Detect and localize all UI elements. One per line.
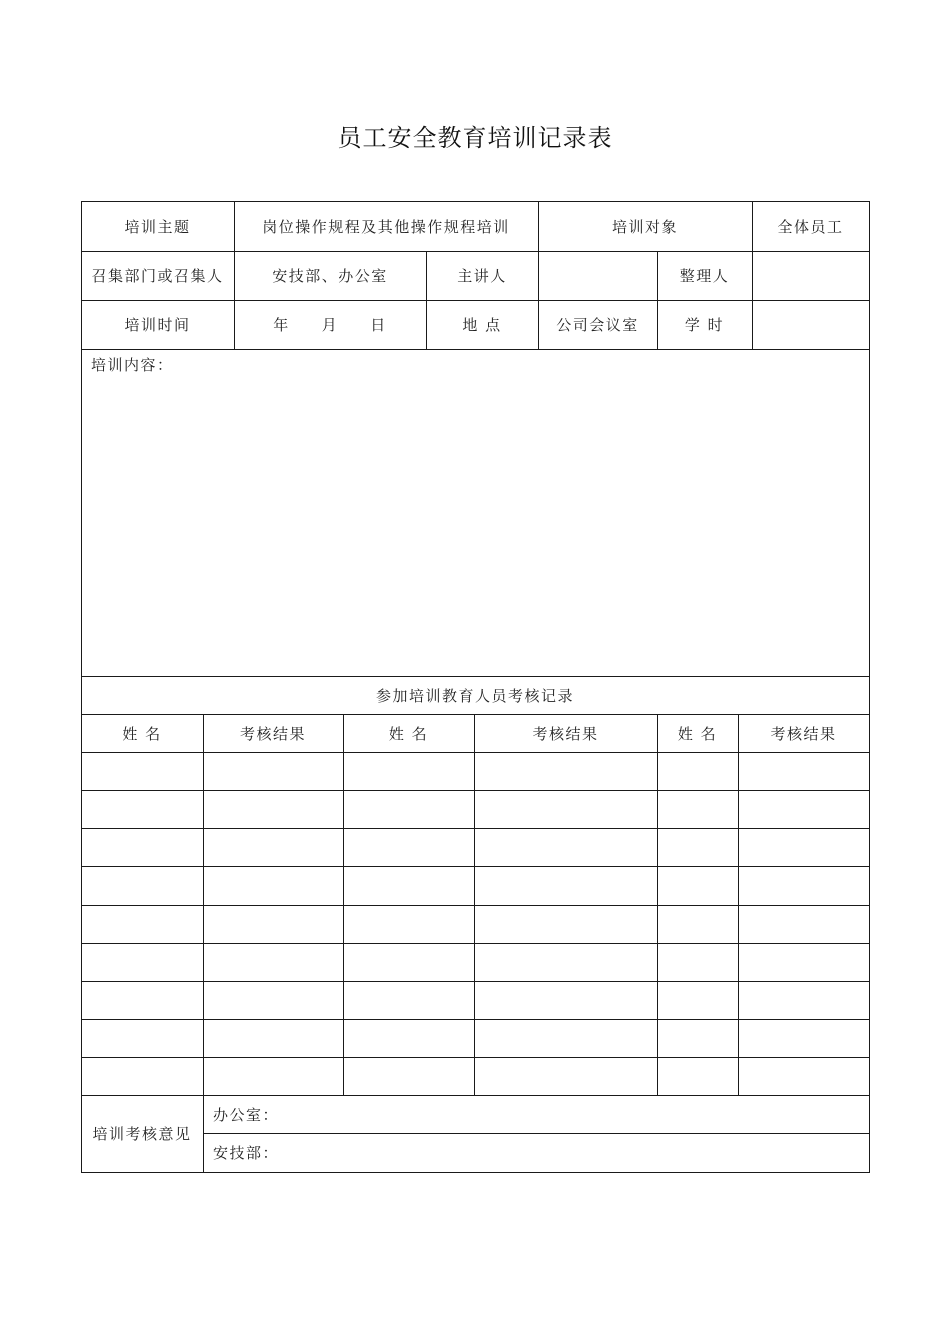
participant-name-cell[interactable]: [81, 1019, 203, 1057]
audience-value[interactable]: 全体员工: [777, 217, 844, 236]
header-name-3: 姓 名: [677, 724, 718, 743]
recorder-value[interactable]: [752, 251, 869, 300]
assessment-result-cell[interactable]: [738, 981, 869, 1019]
training-content-area[interactable]: [81, 349, 869, 676]
assessment-result-cell[interactable]: [738, 866, 869, 905]
participant-name-cell[interactable]: [657, 866, 738, 905]
date-year-label: 年: [273, 316, 290, 334]
time-label: 培训时间: [124, 316, 191, 334]
assessment-section-title: 参加培训教育人员考核记录: [375, 686, 574, 705]
participant-name-cell[interactable]: [657, 981, 738, 1019]
participant-name-cell[interactable]: [81, 790, 203, 828]
assessment-result-cell[interactable]: [474, 790, 657, 828]
safety-opinion-field[interactable]: [203, 1133, 869, 1172]
hours-value[interactable]: [752, 300, 869, 349]
participant-name-cell[interactable]: [343, 828, 474, 866]
assessment-result-cell[interactable]: [738, 905, 869, 943]
assessment-result-cell[interactable]: [474, 1057, 657, 1095]
training-date-field[interactable]: [234, 300, 426, 349]
assessment-result-cell[interactable]: [203, 981, 343, 1019]
assessment-result-cell[interactable]: [738, 790, 869, 828]
assessment-result-cell[interactable]: [203, 828, 343, 866]
assessment-result-cell[interactable]: [203, 752, 343, 790]
participant-name-cell[interactable]: [81, 981, 203, 1019]
participant-name-cell[interactable]: [343, 752, 474, 790]
location-value[interactable]: 公司会议室: [556, 316, 639, 334]
participant-name-cell[interactable]: [81, 943, 203, 981]
participant-name-cell[interactable]: [343, 1019, 474, 1057]
participant-name-cell[interactable]: [657, 752, 738, 790]
participant-name-cell[interactable]: [657, 905, 738, 943]
organizer-label: 召集部门或召集人: [91, 267, 224, 285]
assessment-result-cell[interactable]: [738, 828, 869, 866]
participant-name-cell[interactable]: [81, 905, 203, 943]
assessment-result-cell[interactable]: [203, 943, 343, 981]
header-result-2: 考核结果: [532, 724, 599, 743]
assessment-result-cell[interactable]: [738, 1019, 869, 1057]
recorder-label: 整理人: [679, 267, 730, 285]
header-name-1: 姓 名: [122, 724, 162, 743]
speaker-value[interactable]: [538, 251, 657, 300]
office-opinion-field[interactable]: [203, 1095, 869, 1133]
office-label: 办公室：: [213, 1105, 280, 1124]
participant-name-cell[interactable]: [343, 943, 474, 981]
organizer-value[interactable]: 安技部、办公室: [272, 267, 388, 285]
topic-label: 培训主题: [124, 217, 191, 236]
date-day-label: 日: [370, 316, 387, 334]
assessment-result-cell[interactable]: [474, 828, 657, 866]
assessment-result-cell[interactable]: [474, 981, 657, 1019]
assessment-result-cell[interactable]: [203, 1057, 343, 1095]
safety-label: 安技部：: [213, 1144, 280, 1162]
assessment-result-cell[interactable]: [474, 1019, 657, 1057]
participant-name-cell[interactable]: [657, 790, 738, 828]
assessment-result-cell[interactable]: [203, 905, 343, 943]
header-name-2: 姓 名: [388, 724, 429, 743]
participant-name-cell[interactable]: [81, 1057, 203, 1095]
assessment-result-cell[interactable]: [203, 790, 343, 828]
assessment-result-cell[interactable]: [203, 1019, 343, 1057]
participant-name-cell[interactable]: [343, 905, 474, 943]
assessment-result-cell[interactable]: [474, 905, 657, 943]
participant-name-cell[interactable]: [657, 828, 738, 866]
assessment-result-cell[interactable]: [738, 943, 869, 981]
assessment-result-cell[interactable]: [738, 752, 869, 790]
assessment-result-cell[interactable]: [474, 752, 657, 790]
header-result-3: 考核结果: [770, 724, 837, 743]
participant-name-cell[interactable]: [343, 866, 474, 905]
participant-name-cell[interactable]: [657, 943, 738, 981]
training-record-form: [81, 201, 870, 1173]
speaker-label: 主讲人: [457, 267, 507, 285]
participant-name-cell[interactable]: [343, 1057, 474, 1095]
participant-name-cell[interactable]: [657, 1019, 738, 1057]
participant-name-cell[interactable]: [657, 1057, 738, 1095]
assessment-result-cell[interactable]: [474, 866, 657, 905]
participant-name-cell[interactable]: [81, 752, 203, 790]
assessment-result-cell[interactable]: [203, 866, 343, 905]
content-label: 培训内容：: [91, 356, 174, 374]
location-label: 地 点: [462, 316, 502, 334]
assessment-result-cell[interactable]: [738, 1057, 869, 1095]
date-month-label: 月: [321, 316, 339, 334]
participant-name-cell[interactable]: [343, 790, 474, 828]
audience-label: 培训对象: [611, 217, 678, 236]
hours-label: 学 时: [684, 316, 725, 334]
header-result-1: 考核结果: [239, 724, 306, 743]
opinion-label: 培训考核意见: [92, 1125, 192, 1143]
participant-name-cell[interactable]: [81, 866, 203, 905]
table-border-bottom: [81, 1172, 870, 1173]
table-border-right: [869, 201, 870, 1173]
page-title: 员工安全教育培训记录表: [337, 124, 613, 152]
topic-value[interactable]: 岗位操作规程及其他操作规程培训: [262, 217, 510, 236]
assessment-result-cell[interactable]: [474, 943, 657, 981]
participant-name-cell[interactable]: [343, 981, 474, 1019]
participant-name-cell[interactable]: [81, 828, 203, 866]
